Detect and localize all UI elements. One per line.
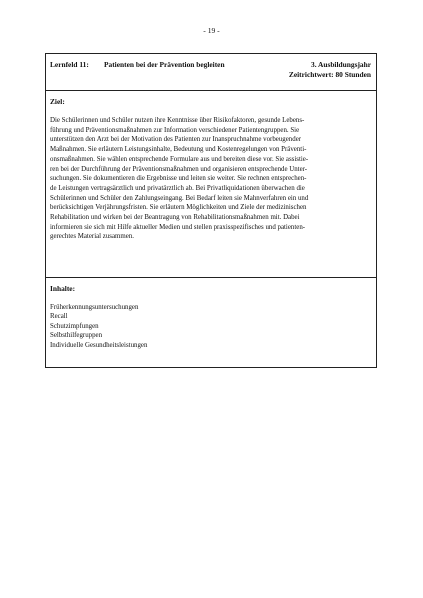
ziel-heading: Ziel: (50, 97, 65, 106)
list-item: Individuelle Gesundheitsleistungen (50, 341, 148, 349)
list-item: Schutzimpfungen (50, 322, 99, 330)
training-year: 3. Ausbildungsjahr (311, 60, 371, 69)
lernfeld-meta (289, 60, 371, 80)
page-number: - 19 - (203, 26, 220, 35)
list-item: Früherkennungsuntersuchungen (50, 304, 139, 311)
time-guideline: Zeitrichtwert: 80 Stunden (288, 70, 371, 79)
lernfeld-header (46, 54, 376, 90)
lernfeld-number: Lernfeld 11: (50, 60, 89, 69)
curriculum-table (45, 53, 377, 368)
inhalte-section (46, 277, 376, 367)
list-item: Recall (50, 313, 68, 321)
lernfeld-title: Patienten bei der Prävention begleiten (104, 60, 225, 69)
list-item: Selbsthilfegruppen (50, 332, 103, 340)
ziel-section (46, 90, 376, 277)
inhalte-heading: Inhalte: (50, 284, 76, 293)
inhalte-list (50, 303, 372, 350)
ziel-paragraph: Die Schülerinnen und Schüler nutzen ihre Kenntnisse über Risikofaktoren, gesunde Lebens- führung und Präventionsmaßnahmen zur Information verschiedener Patientengruppen. Sie unterstützen den Arzt bei der Motivation des Patienten zur Inanspruchnahme vorbeugender Maßnahmen. Sie erläutern Leistungsinhalte, Bedeutung und Kostenregelungen von Präventi- onsmaßnahmen. Sie wählen entsprechende Formulare aus und bereiten diese vor. Sie assistie- ren bei der Durchführung der Präventionsmaßnahmen und organisieren entsprechende Unter- suchungen. Sie dokumentieren die Ergebnisse und leiten sie weiter. Sie rechnen entsprechen- de Leistungen vertragsärztlich und privatärztlich ab. Bei Privatliquidationen überwachen die Schülerinnen und Schüler den Zahlungseingang. Bei Bedarf leiten sie Mahnverfahren ein und berücksichtigen Verjährungsfristen. Sie erläutern Möglichkeiten und Ziele der medizinischen Rehabilitation und wirken bei der Beantragung von Rehabilitationsmaßnahmen mit. Dabei informieren sie sich mit Hilfe aktueller Medien und stellen praxisspezifisches und patienten- gerechtes Material zusammen. (50, 117, 309, 241)
lernfeld-heading (50, 60, 225, 69)
